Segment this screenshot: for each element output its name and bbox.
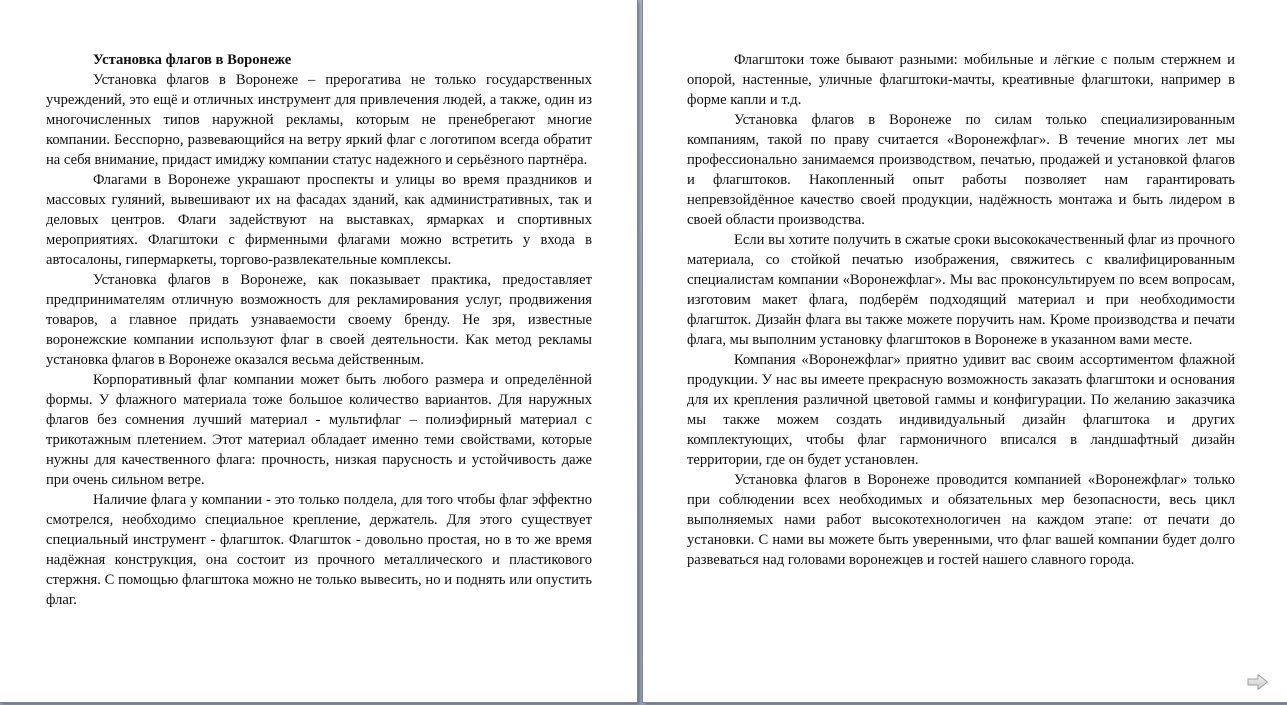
page-left-text bbox=[46, 50, 592, 610]
document-title: Установка флагов в Воронеже bbox=[93, 52, 292, 68]
paragraph: Корпоративный флаг компании может быть любого размера и определённой формы. У флажного материала тоже большое количество вариантов. Для наружных флагов без сомнения лучший материал - мультифлаг – полиэфирный материал с трикотажным плетением. Этот материал обладает именно теми свойствами, которые нужны для качественного флага: прочность, низкая парусность и устойчивость даже при очень сильном ветре. bbox=[46, 372, 592, 488]
paragraph: Флагштоки тоже бывают разными: мобильные и лёгкие с полым стержнем и опорой, настенные, уличные флагштоки-мачты, креативные флагштоки, например в форме капли и т.д. bbox=[687, 52, 1235, 108]
paragraph: Установка флагов в Воронеже, как показывает практика, предоставляет предпринимателям отличную возможность для рекламирования услуг, продвижения товаров, а главное придать узнаваемости своему бренду. Не зря, известные воронежские компании используют флаг в своей деятельности. Как метод рекламы установка флагов в Воронеже оказался весьма действенным. bbox=[46, 272, 592, 368]
paragraph: Установка флагов в Воронеже проводится компанией «Воронежфлаг» только при соблюдении всех необходимых и обязательных мер безопасности, весь цикл выполняемых нами работ высокотехнологичен на каждом этапе: от печати до установки. С нами вы можете быть уверенными, что флаг вашей компании будет долго развеваться над головами воронежцев и гостей нашего славного города. bbox=[687, 472, 1235, 568]
paragraph: Флагами в Воронеже украшают проспекты и улицы во время праздников и массовых гуляний, вывешивают их на фасадах зданий, как административных, так и деловых центров. Флаги задействуют на выставках, ярмарках и спортивных мероприятиях. Флагштоки с фирменными флагами можно встретить у входа в автосалоны, гипермаркеты, торгово-развлекательные комплексы. bbox=[46, 172, 592, 268]
page-left bbox=[0, 0, 637, 702]
paragraph: Установка флагов в Воронеже – прерогатива не только государственных учреждений, это ещё и отличных инструмент для привлечения людей, а также, один из многочисленных типов наружной рекламы, которым не пренебрегают многие компании. Бесспорно, развевающийся на ветру яркий флаг с логотипом всегда обратит на себя внимание, придаст имиджу компании статус надежного и серьёзного партнёра. bbox=[46, 72, 592, 168]
paragraph: Компания «Воронежфлаг» приятно удивит вас своим ассортиментом флажной продукции. У нас вы имеете прекрасную возможность заказать флагштоки и основания для их крепления различной цветовой гаммы и конфигурации. По желанию заказчика мы также можем создать индивидуальный дизайн флагштока и других комплектующих, чтобы флаг гармоничного вписался в ландшафтный дизайн территории, где он будет установлен. bbox=[687, 352, 1235, 468]
paragraph: Наличие флага у компании - это только полдела, для того чтобы флаг эффектно смотрелся, необходимо специальное крепление, держатель. Для этого существует специальный инструмент - флагшток. Флагшток - довольно простая, но в то же время надёжная конструкция, она состоит из прочного металлического и пластикового стержня. С помощью флагштока можно не только вывесить, но и поднять или опустить флаг. bbox=[46, 492, 592, 608]
arrow-right-icon[interactable] bbox=[1247, 673, 1269, 691]
paragraph: Установка флагов в Воронеже по силам только специализированным компаниям, такой по праву считается «Воронежфлаг». В течение многих лет мы профессионально занимаемся производством, печатью, продажей и установкой флагов и флагштоков. Накопленный опыт работы позволяет нам гарантировать непревзойдённое качество своей продукции, надёжность монтажа и быть лидером в своей области производства. bbox=[687, 112, 1235, 228]
paragraph: Если вы хотите получить в сжатые сроки высококачественный флаг из прочного материала, со стойкой печатью изображения, свяжитесь с квалифицированным специалистам компании «Воронежфлаг». Мы вас проконсультируем по всем вопросам, изготовим макет флага, подберём подходящий материал и при необходимости флагшток. Дизайн флага вы также можете поручить нам. Кроме производства и печати флага, мы выполним установку флагштоков в Воронеже в указанном вами месте. bbox=[687, 232, 1235, 348]
page-right-text bbox=[687, 50, 1235, 570]
page-right bbox=[643, 0, 1287, 702]
